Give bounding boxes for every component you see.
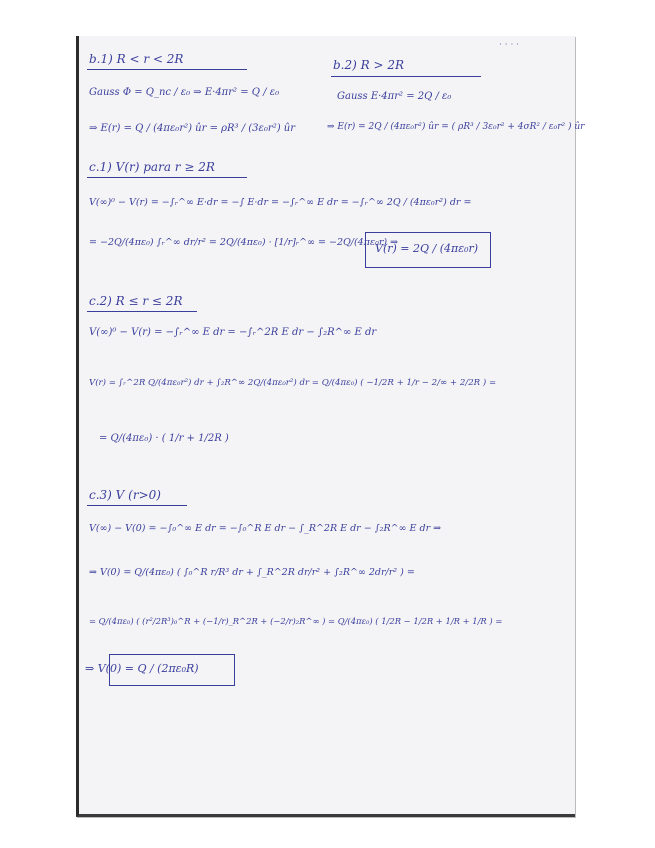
b1-gauss-law: Gauss Φ = Q_nc / ε₀ ⇒ E·4πr² = Q / ε₀ xyxy=(89,87,280,98)
c3-potential-line-3: = Q/(4πε₀) ( (r²/2R³)₀^R + (−1/r)_R^2R + (−2/r)₂R^∞ ) = Q/(4πε₀) ( 1/2R − 1/2R + 1/R + 1/R ) = xyxy=(89,616,503,626)
c1-potential-line-1: V(∞)⁰ − V(r) = −∫ᵣ^∞ E·dr = −∫ E·dr = −∫ᵣ^∞ E dr = −∫ᵣ^∞ 2Q / (4πε₀r²) dr = xyxy=(89,197,472,208)
section-c3-heading: c.3) V (r>0) xyxy=(89,488,161,502)
c3-potential-line-1: V(∞) − V(0) = −∫₀^∞ E dr = −∫₀^R E dr − ∫_R^2R E dr − ∫₂R^∞ E dr ⇒ xyxy=(89,523,442,534)
section-b2-underline xyxy=(331,76,481,77)
c1-result: V(r) = 2Q / (4πε₀r) xyxy=(375,242,479,255)
section-c1-underline xyxy=(87,177,247,178)
b1-field-expression: ⇒ E(r) = Q / (4πε₀r²) ûr = ρR³ / (3ε₀r²) ûr xyxy=(89,123,296,134)
b2-field-expression: ⇒ E(r) = 2Q / (4πε₀r²) ûr = ( ρR³ / 3ε₀r² + 4σR² / ε₀r² ) ûr xyxy=(327,122,585,132)
c3-result: ⇒ V(0) = Q / (2πε₀R) xyxy=(85,662,199,675)
c2-potential-line-3: = Q/(4πε₀) · ( 1/r + 1/2R ) xyxy=(99,433,229,444)
section-c2-heading: c.2) R ≤ r ≤ 2R xyxy=(89,294,183,308)
section-b2-heading: b.2) R > 2R xyxy=(333,58,405,72)
section-b1-underline xyxy=(87,69,247,70)
b2-gauss-law: Gauss E·4πr² = 2Q / ε₀ xyxy=(337,91,452,102)
section-b1-heading: b.1) R < r < 2R xyxy=(89,52,184,66)
c3-potential-line-2: ⇒ V(0) = Q/(4πε₀) ( ∫₀^R r/R³ dr + ∫_R^2R dr/r² + ∫₂R^∞ 2dr/r² ) = xyxy=(89,567,415,578)
c1-potential-line-2: = −2Q/(4πε₀) ∫ᵣ^∞ dr/r² = 2Q/(4πε₀) · [1/r]ᵣ^∞ = −2Q/(4πε₀r) ⇒ xyxy=(89,237,399,248)
notebook-page xyxy=(76,36,585,817)
section-c1-heading: c.1) V(r) para r ≥ 2R xyxy=(89,160,215,174)
c2-potential-line-2: V(r) = ∫ᵣ^2R Q/(4πε₀r²) dr + ∫₂R^∞ 2Q/(4πε₀r²) dr = Q/(4πε₀) ( −1/2R + 1/r − 2/∞ + 2/2R ) = xyxy=(89,378,497,388)
page-corner-marks: · · · · xyxy=(499,40,520,50)
section-c2-underline xyxy=(87,311,197,312)
c2-potential-line-1: V(∞)⁰ − V(r) = −∫ᵣ^∞ E dr = −∫ᵣ^2R E dr − ∫₂R^∞ E dr xyxy=(89,327,377,338)
section-c3-underline xyxy=(87,505,187,506)
